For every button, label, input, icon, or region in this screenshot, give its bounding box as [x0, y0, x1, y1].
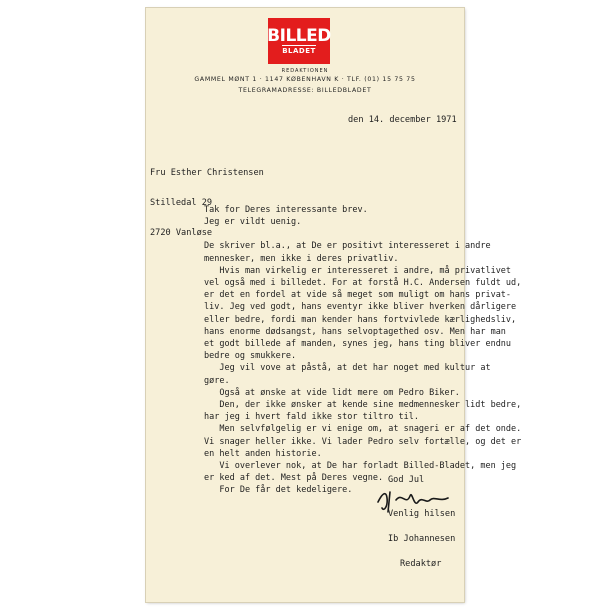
signoff-name: Ib Johannesen [388, 534, 456, 545]
letter-sheet [146, 8, 522, 602]
body-line: er det en fordel at vide så meget som muligt om hans privat- [204, 290, 512, 301]
body-line: gøre. [204, 375, 230, 386]
logo-line2: BLADET [282, 46, 316, 55]
signoff-greeting: Venlig hilsen [388, 508, 456, 519]
body-line: Vi snager heller ikke. Vi lader Pedro selv fortælle, og det er [204, 436, 522, 447]
body-line: For De får det kedeligere. [204, 485, 353, 496]
body-line: Jeg er vildt uenig. [204, 217, 302, 228]
billed-bladet-logo [268, 18, 330, 64]
recipient-street: Stilledal 29 [150, 198, 213, 208]
body-line: Men selvfølgelig er vi enige om, at snageri er af det onde. [204, 424, 522, 435]
body-line: en helt anden historie. [204, 448, 322, 459]
body-line [204, 228, 521, 240]
body-line: er ked af det. Mest på Deres vegne. [204, 473, 384, 484]
signoff-block [388, 493, 455, 585]
recipient-city: 2720 Vanløse [150, 228, 213, 238]
body-line: liv. Jeg ved godt, hans eventyr ikke bliver hverken dårligere [204, 302, 517, 313]
body-line: mennesker, men ikke i deres privatliv. [204, 253, 399, 264]
body-line: Også at ønske at vide lidt mere om Pedro Biker. [204, 387, 460, 398]
body-line: Hvis man virkelig er interesseret i andre, må privatlivet [204, 265, 512, 276]
letterhead-address: GAMMEL MØNT 1 · 1147 KØBENHAVN K · TLF. (01) 15 75 75 [194, 76, 416, 83]
body-line: Vi overlever nok, at De har forladt Billed-Bladet, men jeg [204, 461, 517, 472]
letter-date: den 14. december 1971 [348, 115, 457, 125]
body-line: bedre og smukkere. [204, 351, 297, 362]
letterhead-telegram: TELEGRAMADRESSE: BILLEDBLADET [238, 87, 372, 94]
body-line: vel også med i billedet. For at forstå H.C. Andersen fuldt ud, [204, 278, 522, 289]
letter-body [204, 204, 521, 497]
letterhead-department: REDAKTIONEN [281, 68, 329, 74]
signoff-title: Redaktør [400, 559, 442, 570]
body-line: et godt billede af manden, synes jeg, hans ting bliver endnu [204, 339, 512, 350]
body-line: Tak for Deres interessante brev. [204, 205, 368, 215]
body-line: Jeg vil vove at påstå, at det har noget med kultur at [204, 363, 491, 374]
body-line: Den, der ikke ønsker at kende sine medmennesker lidt bedre, [204, 400, 522, 411]
logo-line1: BILLED [267, 25, 331, 46]
body-line: eller bedre, fordi man kender hans fortvivlede kærlighedsliv, [204, 314, 517, 325]
body-line: har jeg i hvert fald ikke stor tiltro til. [204, 412, 419, 423]
body-line: hans enorme dødsangst, hans selvoptagethed osv. Men har man [204, 326, 506, 337]
body-line: De skriver bl.a., at De er positivt interesseret i andre [204, 241, 491, 252]
recipient-name: Fru Esther Christensen [150, 168, 264, 178]
closing-greeting: God Jul [388, 475, 425, 485]
